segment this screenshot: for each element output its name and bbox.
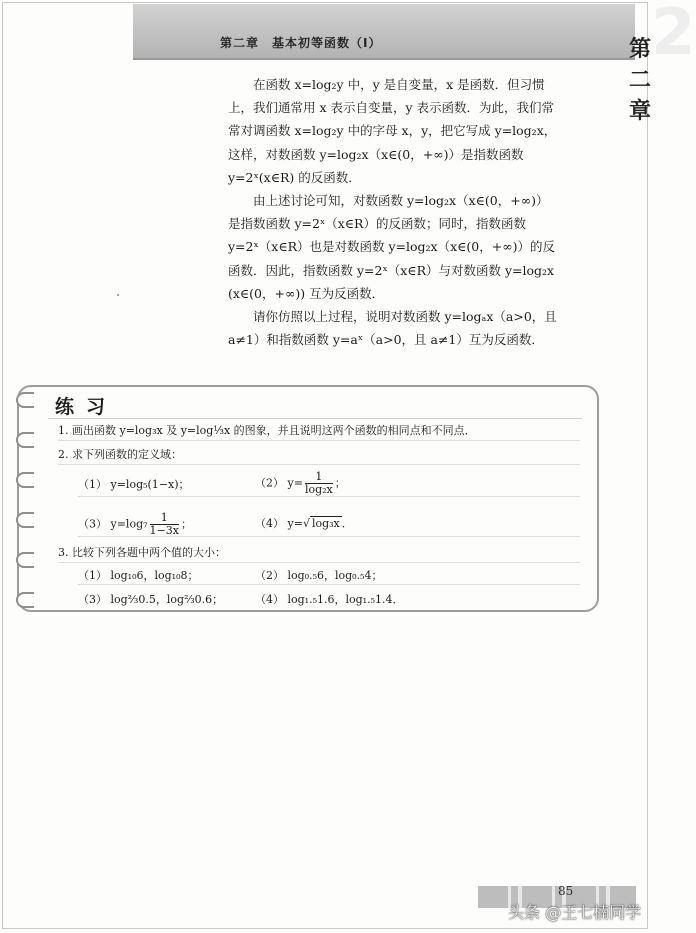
chapter-label: 第二章	[629, 37, 652, 124]
ruled-line	[78, 496, 580, 497]
chapter-number: 2	[651, 0, 696, 70]
binder-ring-icon	[16, 552, 34, 568]
fraction	[150, 512, 179, 537]
text-line: 函数．因此，指数函数 y=2ˣ（x∈R）与对数函数 y=log₂x	[228, 262, 555, 278]
numerator: 1	[305, 471, 333, 484]
text-line: y=2ˣ(x∈R) 的反函数．	[228, 169, 361, 185]
q2-part3-suffix: ；	[180, 517, 192, 531]
ruled-line	[58, 562, 580, 563]
text-line: 这样，对数函数 y=log₂x（x∈(0，+∞)）是指数函数	[228, 146, 524, 162]
q2-part1: （1） y=log₅(1−x)；	[78, 478, 190, 491]
q2-part4-prefix: （4） y=	[255, 517, 303, 530]
q2-part2	[255, 471, 346, 496]
ruled-line	[78, 536, 580, 537]
chapter-title: 第二章 基本初等函数（Ⅰ）	[220, 36, 382, 50]
text-line: 请你仿照以上过程，说明对数函数 y=logₐx（a>0，且	[253, 309, 557, 325]
text-line: 由上述讨论可知，对数函数 y=log₂x（x∈(0，+∞)）	[253, 193, 549, 209]
exercise-q2: 2. 求下列函数的定义域：	[58, 448, 182, 461]
q2-part4-suffix: ．	[341, 517, 353, 530]
fraction	[305, 471, 333, 496]
text-line: a≠1）和指数函数 y=aˣ（a>0，且 a≠1）互为反函数．	[228, 332, 544, 348]
ruled-line	[58, 440, 580, 441]
q2-part3-prefix: （3） y=log₇	[78, 517, 148, 531]
q2-part4	[255, 517, 353, 531]
q3-part2: （2） log₀.₅6，log₀.₅4；	[255, 569, 383, 582]
q2-part2-suffix: ；	[334, 476, 346, 490]
sqrt-sign: √	[302, 517, 310, 530]
q2-part3	[78, 512, 192, 537]
title-rule	[48, 418, 582, 419]
q3-part3: （3） log⅔0.5，log⅔0.6；	[78, 593, 224, 606]
q3-part4: （4） log₁.₅1.6，log₁.₅1.4．	[255, 593, 404, 606]
numerator: 1	[150, 512, 179, 525]
text-line: (x∈(0，+∞)) 互为反函数．	[228, 285, 385, 301]
text-line: 常对调函数 x=log₂y 中的字母 x，y，把它写成 y=log₂x，	[228, 123, 557, 139]
denominator: log₂x	[304, 483, 333, 496]
print-speck	[117, 294, 119, 296]
ruled-line	[78, 584, 580, 585]
binder-ring-icon	[16, 512, 34, 528]
denominator: 1−3x	[149, 524, 179, 537]
text-line: 上，我们通常用 x 表示自变量，y 表示函数．为此，我们常	[228, 100, 555, 116]
binder-ring-icon	[16, 592, 34, 608]
ruled-line	[58, 464, 580, 465]
exercise-q3: 3. 比较下列各题中两个值的大小：	[58, 546, 226, 559]
exercise-q1: 1. 画出函数 y=log₃x 及 y=log⅓x 的图象，并且说明这两个函数的相同点和不同点．	[58, 424, 476, 437]
main-text	[228, 73, 598, 351]
exercise-title: 练习	[55, 396, 118, 418]
binder-ring-icon	[16, 432, 34, 448]
text-line: 是指数函数 y=2ˣ（x∈R）的反函数；同时，指数函数	[228, 216, 526, 232]
binder-ring-icon	[16, 472, 34, 488]
text-line: y=2ˣ（x∈R）也是对数函数 y=log₂x（x∈(0，+∞)）的反	[228, 239, 555, 255]
binder-ring-icon	[16, 392, 34, 408]
page-number: 85	[558, 884, 574, 898]
radicand: log₃x	[311, 517, 340, 530]
q2-part2-prefix: （2） y=	[255, 476, 303, 490]
text-line: 在函数 x=log₂y 中，y 是自变量，x 是函数．但习惯	[253, 77, 545, 92]
q3-part1: （1） log₁₀6，log₁₀8；	[78, 569, 199, 582]
watermark: 头条 @王七楠同学	[508, 903, 642, 922]
